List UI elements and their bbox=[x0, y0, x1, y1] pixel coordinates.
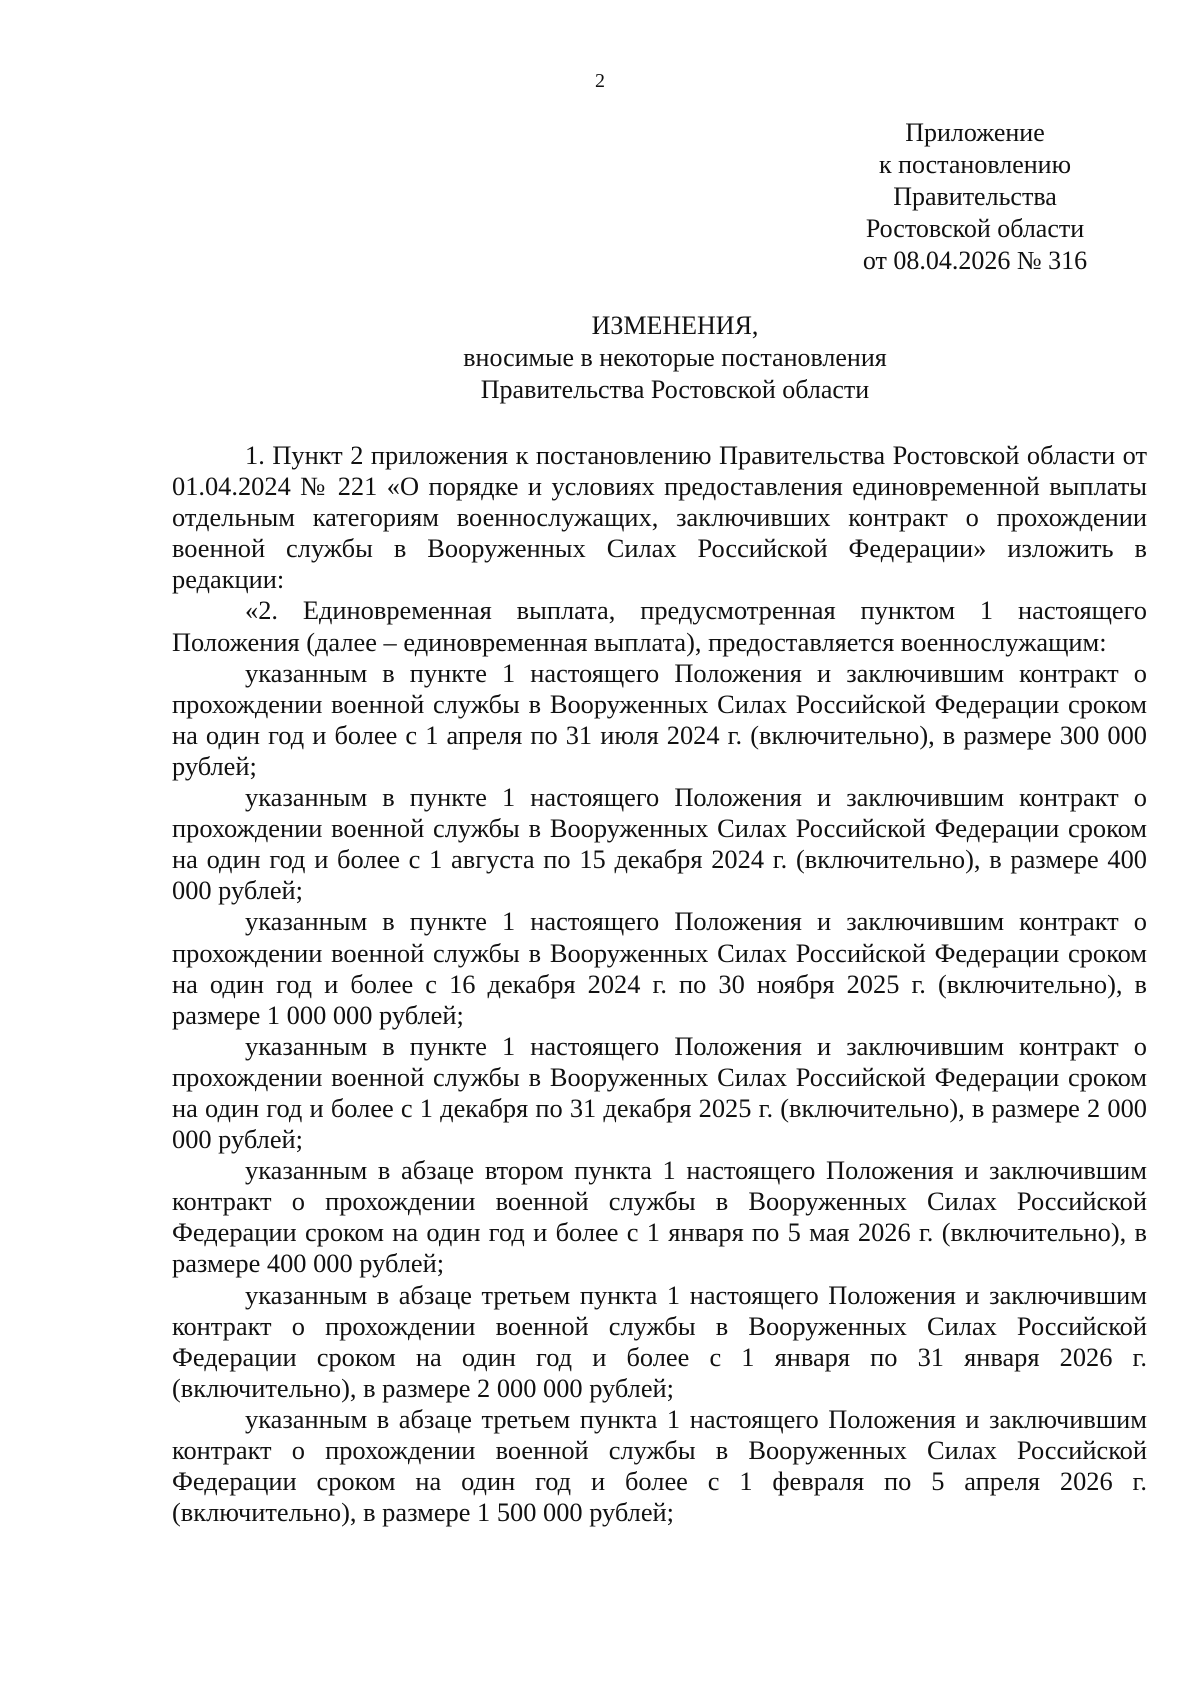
paragraph: указанным в абзаце третьем пункта 1 настоящего Положения и заключившим контракт о прохождении военной службы в Вооруженных Силах Российской Федерации сроком на один год и более с 1 февраля по 5 апреля 2026 г. (включительно), в размере 1 500 000 рублей; bbox=[172, 1403, 1147, 1528]
paragraph: указанным в пункте 1 настоящего Положения и заключившим контракт о прохождении военной службы в Вооруженных Силах Российской Федерации сроком на один год и более с 1 апреля по 31 июля 2024 г. (включительно), в размере 300 000 рублей; bbox=[172, 657, 1147, 781]
paragraph: указанным в пункте 1 настоящего Положения и заключившим контракт о прохождении военной службы в Вооруженных Силах Российской Федерации сроком на один год и более с 16 декабря 2024 г. по 30 ноября 2025 г. (включительно), в размере 1 000 000 рублей; bbox=[172, 906, 1147, 1030]
heading-subtitle-line: вносимые в некоторые постановления bbox=[463, 343, 887, 372]
paragraph: указанным в пункте 1 настоящего Положения и заключившим контракт о прохождении военной службы в Вооруженных Силах Российской Федерации сроком на один год и более с 1 августа по 15 декабря 2024 г. (включительно), в размере 400 000 рублей; bbox=[172, 782, 1147, 906]
paragraph: указанным в абзаце третьем пункта 1 настоящего Положения и заключившим контракт о прохождении военной службы в Вооруженных Силах Российской Федерации сроком на один год и более с 1 января по 31 января 2026 г. (включительно), в размере 2 000 000 рублей; bbox=[172, 1279, 1147, 1403]
paragraph: указанным в абзаце втором пункта 1 настоящего Положения и заключившим контракт о прохождении военной службы в Вооруженных Силах Российской Федерации сроком на один год и более с 1 января по 5 мая 2026 г. (включительно), в размере 400 000 рублей; bbox=[172, 1155, 1147, 1279]
approval-line: Приложение bbox=[905, 118, 1045, 147]
approval-line: от 08.04.2026 № 316 bbox=[862, 246, 1088, 275]
page-number: 2 bbox=[595, 70, 605, 92]
paragraph: 1. Пункт 2 приложения к постановлению Правительства Ростовской области от 01.04.2024 № 221 «О порядке и условиях предоставления единовременной выплаты отдельным категориям военнослужащих, заключивших контракт о прохождении военной службы в Вооруженных Силах Российской Федерации» изложить в редакции: bbox=[172, 440, 1147, 595]
approval-line: Ростовской области bbox=[865, 214, 1085, 243]
paragraph: «2. Единовременная выплата, предусмотренная пунктом 1 настоящего Положения (далее – единовременная выплата), предоставляется военнослужащим: bbox=[172, 595, 1147, 657]
paragraph: указанным в пункте 1 настоящего Положения и заключившим контракт о прохождении военной службы в Вооруженных Силах Российской Федерации сроком на один год и более с 1 декабря по 31 декабря 2025 г. (включительно), в размере 2 000 000 рублей; bbox=[172, 1030, 1147, 1155]
heading-subtitle-line: Правительства Ростовской области bbox=[480, 375, 870, 404]
heading-title: ИЗМЕНЕНИЯ, bbox=[591, 311, 759, 340]
approval-line: Правительства bbox=[893, 182, 1057, 211]
approval-block bbox=[845, 117, 1105, 277]
document-body bbox=[172, 440, 1147, 1528]
document-heading bbox=[420, 310, 930, 406]
approval-line: к постановлению bbox=[878, 150, 1072, 179]
